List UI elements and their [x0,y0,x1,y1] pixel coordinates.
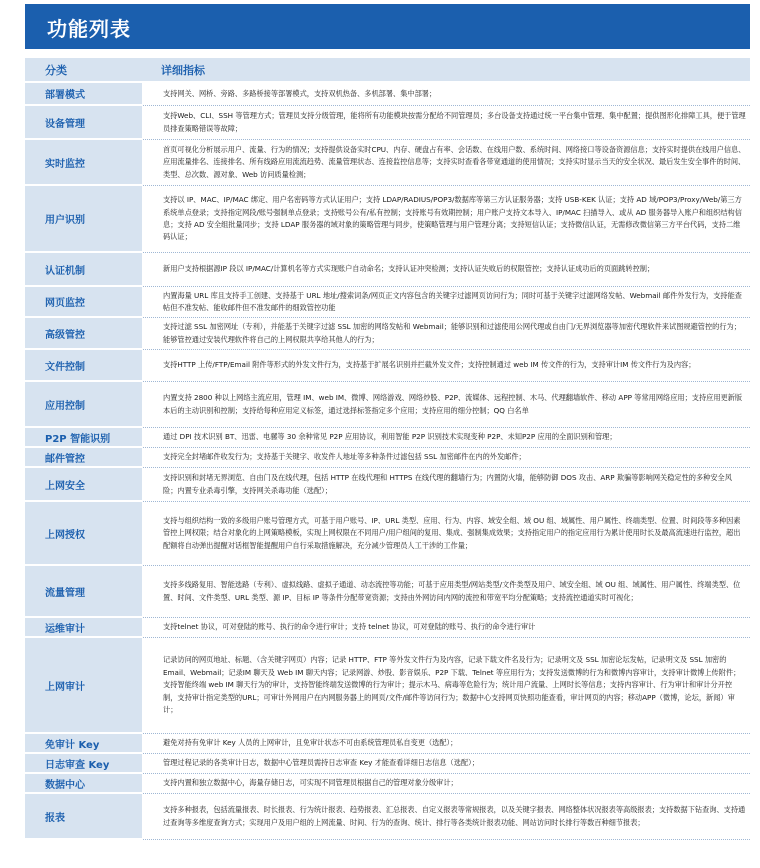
row-category: 文件控制 [25,350,143,382]
row-detail: 支持内置和独立数据中心，海量存储日志，可实现不同管理员根据自己的管理对象分级审计； [143,774,750,794]
table-row [25,382,750,428]
row-detail: 支持多种报表，包括流量报表、时长报表、行为统计报表、趋势报表、汇总报表、自定义报表等常规报表，以及关键字报表、网络整体状况报表等高级报表；支持数据下钻查询、支持通过查询等多维度查询方式；实现用户及用户组的上网流量、时间、行为的查询、统计、排行等各类统计报表功能、网站访问时长排行等数百种细节报表； [143,794,750,840]
row-detail: 内置海量 URL 库且支持手工创建、支持基于 URL 地址/搜索词条/网页正文内容包含的关键字过滤网页访问行为；同时可基于关键字过滤网络发帖、Webmail 邮件外发行为，支持能查帖但不准发帖、能收邮件但不准发邮件的细致管控功能 [143,287,750,318]
title-bar [25,4,750,49]
row-detail: 支持Web、CLI、SSH 等管理方式；管理员支持分级管理，能将所有功能模块按需分配给不同管理员；多台设备支持通过统一平台集中管理、集中配置；提供图形化排障工具，便于管理员排查策略错误等故障； [143,106,750,140]
row-category: 邮件管控 [25,448,143,468]
row-detail: 支持HTTP 上传/FTP/Email 附件等形式的外发文件行为，支持基于扩展名识别并拦截外发文件；支持控制通过 web IM 传文件的行为，支持审计IM 传文件行为及内容； [143,350,750,382]
feature-table [25,58,750,840]
page-title: 功能列表 [47,17,131,41]
row-detail: 支持以 IP、MAC、IP/MAC 绑定、用户名密码等方式认证用户；支持 LDAP/RADIUS/POP3/数据库等第三方认证服务器；支持 USB-KEK 认证；支持 AD 域/POP3/Proxy/Web/第三方系统单点登录；支持指定网段/账号强制单点登录；支持账号公有/私有控制；支持账号有效期控制；用户账户支持文本导入、IP/MAC 扫描导入、或从 AD 服务器导入账户和组织结构信息；支持 AD 安全组批量同步；支持 LDAP 服务器的域对象的策略管理与同步，使策略管理与用户管理分离；支持短信认证；支持微信认证，无需修改微信第三方平台代码，支持二维码认证； [143,186,750,253]
header-detail: 详细指标 [143,58,750,83]
row-detail: 支持多线路复用、智能选路（专利）、虚拟线路、虚拟子通道、动态流控等功能；可基于应用类型/网站类型/文件类型及用户、域安全组、域 OU 组、域属性、用户属性、终端类型、位置、时间、文件类型、URL 类型、源 IP、目标 IP 等条件分配带宽资源；支持由外网访问内网的流控和带宽平均分配策略；支持流控通道实时可视化； [143,566,750,618]
row-detail: 避免对持有免审计 Key 人员的上网审计，且免审计状态不可由系统管理员私自变更（选配）； [143,734,750,754]
table-row [25,448,750,468]
table-row [25,638,750,734]
table-row [25,734,750,754]
row-category: 认证机制 [25,253,143,287]
row-detail: 管理过程记录的各类审计日志，数据中心管理员需持日志审查 Key 才能查看详细日志信息（选配）； [143,754,750,774]
row-detail: 支持网关、网桥、旁路、多路桥接等部署模式，支持双机热备、多机部署、集中部署； [143,83,750,106]
row-category: 用户识别 [25,186,143,253]
row-category: 流量管理 [25,566,143,618]
row-category: 日志审查 Key [25,754,143,774]
table-row [25,468,750,502]
table-header-row [25,58,750,83]
table-row [25,140,750,186]
table-row [25,794,750,840]
row-detail: 支持与组织结构一致的多级用户账号管理方式，可基于用户账号、IP、URL 类型、应用、行为、内容、域安全组、域 OU 组、域属性、用户属性、终端类型、位置、时间段等多种因素管控上网权限；结合对象化的上网策略模板，实现上网权限在不同用户/用户组间的复用、集成、强制集成效果；支持指定用户的指定应用行为累计使用时长及最高流速进行监控，超出配额将自动弹出提醒对话框智能提醒用户自行采取措施解决，充分减少管理员人工干涉的工作量； [143,502,750,566]
table-row [25,318,750,350]
table-row [25,428,750,448]
row-detail: 新用户支持根据源IP 段以 IP/MAC/计算机名等方式实现账户自动命名；支持认证冲突检测；支持认证失败后的权限管控；支持认证成功后的页面跳转控制； [143,253,750,287]
table-row [25,774,750,794]
row-category: 应用控制 [25,382,143,428]
row-category: 高级管控 [25,318,143,350]
table-row [25,186,750,253]
row-category: 设备管理 [25,106,143,140]
row-category: 上网安全 [25,468,143,502]
table-row [25,502,750,566]
row-category: 网页监控 [25,287,143,318]
row-category: 数据中心 [25,774,143,794]
table-row [25,350,750,382]
row-detail: 支持过滤 SSL 加密网址（专利），并能基于关键字过滤 SSL 加密的网络发帖和 Webmail；能够识别和过滤使用公网代理或自由门/无界浏览器等加密代理软件来试图规避管控的行为；能够管控通过安装代理软件将自己的上网权限共享给其他人的行为； [143,318,750,350]
table-row [25,618,750,638]
row-detail: 首页可视化分析展示用户、流量、行为的情况；支持提供设备实时CPU、内存、硬盘占有率、会话数、在线用户数、系统时间、网络接口等设备资源信息；支持实时提供在线用户信息、应用流量排名、连接排名、所有线路应用流流趋势、流量管理状态、连接监控信息等；支持实时查看各带宽通道的使用情况；支持实时显示当天的安全状况、最后发生安全事件的时间、类型、总次数、源对象、Web 访问质量检测； [143,140,750,186]
table-row [25,83,750,106]
header-category: 分类 [25,58,143,83]
row-category: 部署模式 [25,83,143,106]
table-row [25,566,750,618]
row-detail: 通过 DPI 技术识别 BT、迅雷、电骡等 30 余种常见 P2P 应用协议，利用智能 P2P 识别技术实现变种 P2P、未知P2P 应用的全面识别和管理； [143,428,750,448]
row-category: 免审计 Key [25,734,143,754]
row-category: 上网审计 [25,638,143,734]
row-detail: 支持识别和封堵无界浏览、自由门及在线代理，包括 HTTP 在线代理和 HTTPS 在线代理的翻墙行为；内置防火墙，能够防御 DOS 攻击、ARP 欺骗等影响网关稳定性的多种安全风险；内置专业杀毒引擎，支持网关杀毒功能（选配）； [143,468,750,502]
table-row [25,253,750,287]
row-category: 上网授权 [25,502,143,566]
table-row [25,287,750,318]
row-detail: 支持完全封堵邮件收发行为；支持基于关键字、收发件人地址等多种条件过滤包括 SSL 加密邮件在内的外发邮件； [143,448,750,468]
row-category: P2P 智能识别 [25,428,143,448]
table-row [25,106,750,140]
row-detail: 支持telnet 协议，可对登陆的账号、执行的命令进行审计；支持 telnet 协议，可对登陆的账号、执行的命令进行审计 [143,618,750,638]
table-row [25,754,750,774]
row-detail: 内置支持 2800 种以上网络主流应用，管理 IM、web IM、微博、网络游戏、网络炒股、P2P、流媒体、远程控制、木马、代理翻墙软件、移动 APP 等常用网络应用；支持应用更新版本后的主动识别和控制；支持给每种应用定义标签，通过选择标签指定多个应用；支持应用的细分控制；QQ 白名单 [143,382,750,428]
row-detail: 记录访问的网页地址、标题、（含关键字网页）内容；记录 HTTP、FTP 等外发文件行为及内容，记录下载文件名及行为；记录明文及 SSL 加密论坛发帖，记录明文及 SSL 加密的 Email、Webmail；记录IM 聊天及 Web IM 聊天内容；记录网游、炒股、影音娱乐、P2P 下载、Telnet 等应用行为；支持发送微博的行为和微博内容审计，支持审计微博上传附件；支持智能终端 web IM 聊天行为的审计，支持智能终端发送微博的行为审计；提示木马、病毒等危险行为；统计用户流量、上网时长等信息；支持内容审计、行为审计和审计分开控制，支持审计指定类型的URL；可审计外网用户在内网服务器上的网页/文件/邮件等访问行为；数据中心支持网页快照功能查看，审计网页的内容；移动APP（微博，论坛，新闻）审计； [143,638,750,734]
row-category: 报表 [25,794,143,840]
row-category: 实时监控 [25,140,143,186]
row-category: 运维审计 [25,618,143,638]
